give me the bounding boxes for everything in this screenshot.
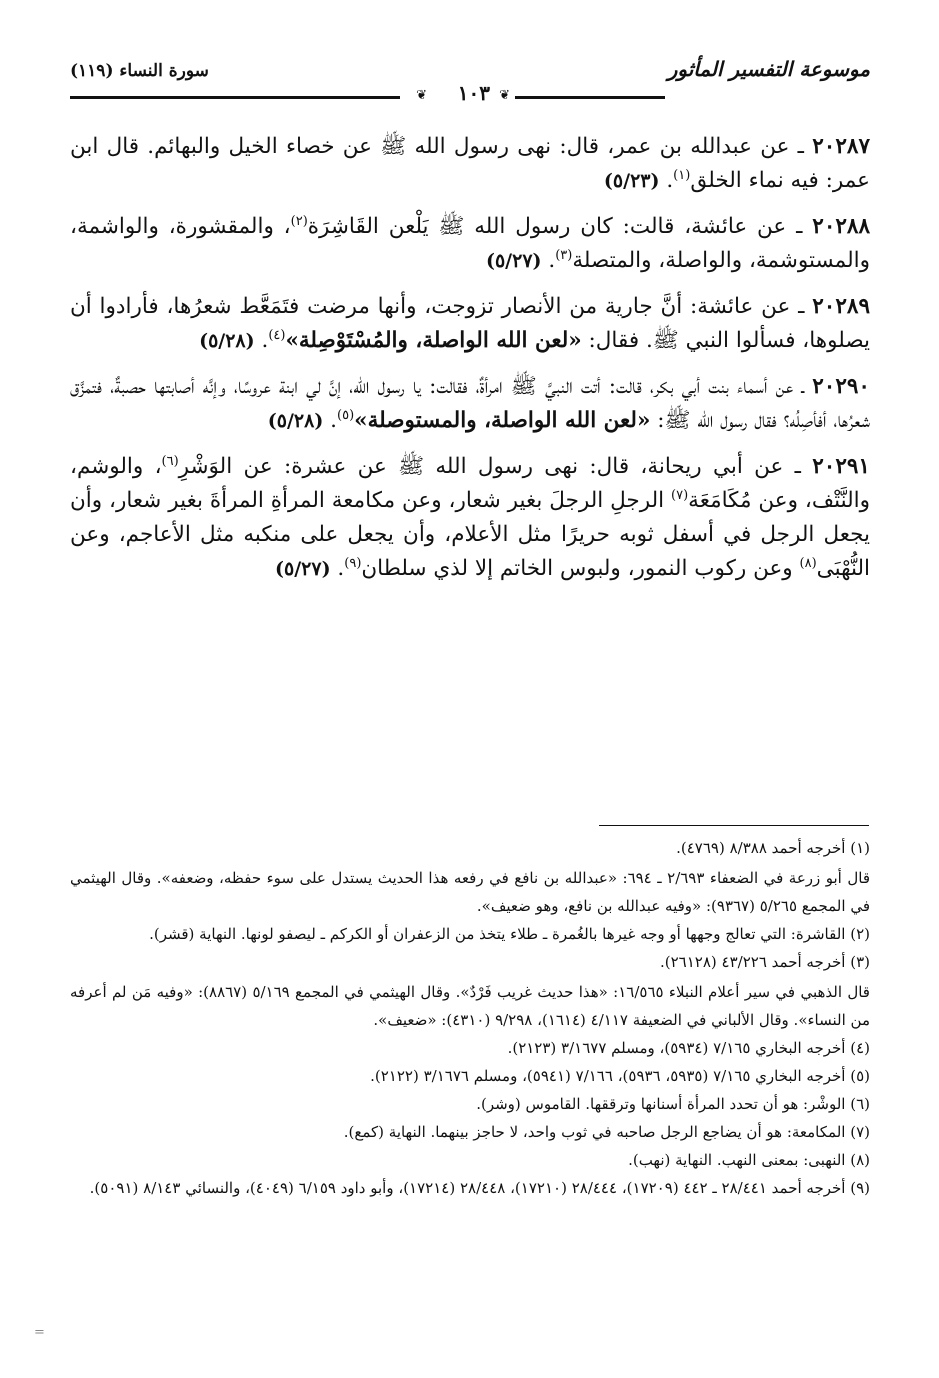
hadith-20288 (70, 210, 870, 278)
page-number: ١٠٣ (457, 81, 490, 105)
hadith-20287 (70, 130, 870, 198)
hadith-text: الرجلِ الرجلَ بغير شعار، وعن مكامعة المرأةِ المرأةَ بغير شعار، وأن يجعل الرجل في أسفل ثوبه حريرًا مثل الأعلام، وأن يجعل على منكبه مثل الأعاجم، وعن النُّهْبَى (70, 488, 870, 581)
source-ref: (٥/٢٧) (275, 558, 331, 580)
hadith-list (70, 130, 870, 598)
hadith-text: وعن ركوب النمور، ولبوس الخاتم إلا لذي سلطان (361, 556, 800, 581)
hadith-20290 (70, 370, 870, 438)
hadith-text: . (666, 168, 674, 193)
footnote-item: (٦) الوشْر: هو أن تحدد المرأة أسنانها وترققها. القاموس (وشر). (476, 1095, 870, 1113)
hadith-text: ـ عن عائشة: أنَّ جارية من الأنصار تزوجت، وأنها مرضت فتَمَعَّط شعرُها، فأرادوا أن يصلوها، فسألوا النبي ﷺ. فقال: (70, 294, 870, 353)
footnote-item: قال الذهبي في سير أعلام النبلاء ١٦/٥٦٥: «هذا حديث غريب فَرْدٌ». وقال الهيثمي في المجمع ٥/١٦٩ (٨٨٦٧): «وفيه مَن لم أعرفه من النساء». وقال الألباني في الضعيفة ٤/١١٧ (١٦١٤)، ٩/٢٩٨ (٤٣١٠): «ضعيف». (70, 983, 870, 1029)
hadith-text: ـ عن عبدالله بن عمر، قال: نهى رسول الله ﷺ عن خصاء الخيل والبهائم. قال ابن عمر: فيه نماء الخلق (70, 134, 870, 193)
hadith-text: . (261, 328, 269, 353)
ornament-icon: ❦ (416, 88, 427, 103)
footnote-marker: (٧) (671, 487, 689, 503)
footnote-separator (599, 825, 869, 826)
footnote-item: (٧) المكامعة: هو أن يضاجع الرجل صاحبه في ثوب واحد، لا حاجز بينهما. النهاية (كمع). (343, 1123, 870, 1141)
footnote-marker: (٥) (337, 407, 355, 423)
footnote-item: قال أبو زرعة في الضعفاء ٢/٦٩٣ ـ ٦٩٤: «عبدالله بن نافع في رفعه هذا الحديث يستدل على سوء حفظه، وضعفه». وقال الهيثمي في المجمع ٥/٢٦٥ (٩٣٦٧): «وفيه عبدالله بن نافع، وهو ضعيف». (70, 869, 870, 915)
footnote-marker: (٤) (268, 327, 286, 343)
footnote-item: (٥) أخرجه البخاري ٧/١٦٥ (٥٩٣٥، ٥٩٣٦)، ٧/١٦٦ (٥٩٤١)، ومسلم ٣/١٦٧٦ (٢١٢٢). (370, 1067, 870, 1085)
hadith-number: ٢٠٢٩١ (812, 454, 870, 479)
hadith-number: ٢٠٢٨٩ (812, 294, 870, 319)
hadith-text: ، والمقشورة، والواشمة، والمستوشمة، والواصلة، والمتصلة (70, 214, 870, 273)
footnote-item: (٣) أخرجه أحمد ٤٣/٢٢٦ (٢٦١٢٨). (660, 953, 870, 971)
hadith-text: ـ عن أبي ريحانة، قال: نهى رسول الله ﷺ عن عشرة: عن الوَشْرِ (178, 454, 801, 479)
hadith-number: ٢٠٢٩٠ (812, 374, 870, 399)
footnote-item: (٤) أخرجه البخاري ٧/١٦٥ (٥٩٣٤)، ومسلم ٣/١٦٧٧ (٢١٢٣). (507, 1039, 870, 1057)
hadith-text: . (548, 248, 556, 273)
footnote-marker: (٨) (799, 555, 817, 571)
source-ref: (٥/٢٨) (267, 410, 324, 432)
header-rule-left (70, 96, 400, 99)
hadith-number: ٢٠٢٨٧ (812, 134, 870, 159)
ornament-icon: ❦ (499, 88, 510, 103)
footnote-marker: (٩) (344, 555, 362, 571)
footnote-item: (١) أخرجه أحمد ٨/٣٨٨ (٤٧٦٩). (676, 839, 870, 857)
hadith-text: ، والوشم، والنَّتْف، وعن مُكَامَعَة (70, 454, 870, 513)
hadith-text: . (337, 556, 345, 581)
hadith-20289 (70, 290, 870, 358)
source-ref: (٥/٢٨) (199, 330, 255, 352)
hadith-number: ٢٠٢٨٨ (812, 214, 871, 239)
page-header (70, 55, 870, 105)
prophetic-quote: «لعن الله الواصلة، والمستوصلة» (354, 408, 651, 433)
footnote-item: (٩) أخرجه أحمد ٢٨/٤٤١ ـ ٤٤٢ (١٧٢٠٩)، ٢٨/٤٤٤ (١٧٢١٠)، ٢٨/٤٤٨ (١٧٢١٤)، وأبو داود ٦/١٥٩ (٤٠٤٩)، والنسائي ٨/١٤٣ (٥٠٩١). (89, 1179, 870, 1197)
source-ref: (٥/٢٧) (485, 250, 542, 272)
hadith-text: ـ عن عائشة، قالت: كان رسول الله ﷺ يَلْعن القَاشِرَة (307, 214, 803, 239)
hadith-text: . (330, 408, 337, 433)
footnotes (70, 834, 870, 1202)
prophetic-quote: «لعن الله الواصلة، والمُسْتَوْصِلة» (285, 328, 582, 353)
surah-label: سورة النساء (١١٩) (70, 61, 209, 81)
footnote-marker: (٢) (290, 213, 308, 229)
footnote-marker: (٣) (555, 247, 573, 263)
footnote-marker: (٦) (161, 453, 179, 469)
header-rule (70, 81, 665, 105)
footnote-item: (٢) القاشرة: التي تعالج وجهها أو وجه غيرها بالغُمرة ـ طلاء يتخذ من الزعفران أو الكركم ـ ليصفو لونها. النهاية (قشر). (149, 925, 870, 943)
source-ref: (٥/٢٣) (603, 170, 660, 192)
hadith-20291 (70, 450, 870, 586)
book-title: موسوعة التفسير المأثور (667, 57, 870, 81)
hadith-text: ـ عن أسماء بنت أبي بكر، قالت: أتت النبيَّ ﷺ امرأةٌ، فقالت: يا رسول الله، إنَّ لي ابنة عروسًا، وإنَّه أصابتها حصبةٌ، فتمزَّق شعرُها، أفأصِلُه؟ فقال رسول الله ﷺ: (70, 374, 870, 433)
footnote-marker: (١) (673, 167, 691, 183)
footnote-item: (٨) النهبى: بمعنى النهب. النهاية (نهب). (628, 1151, 870, 1169)
header-rule-right (515, 96, 665, 99)
margin-dash: = (34, 1325, 45, 1340)
